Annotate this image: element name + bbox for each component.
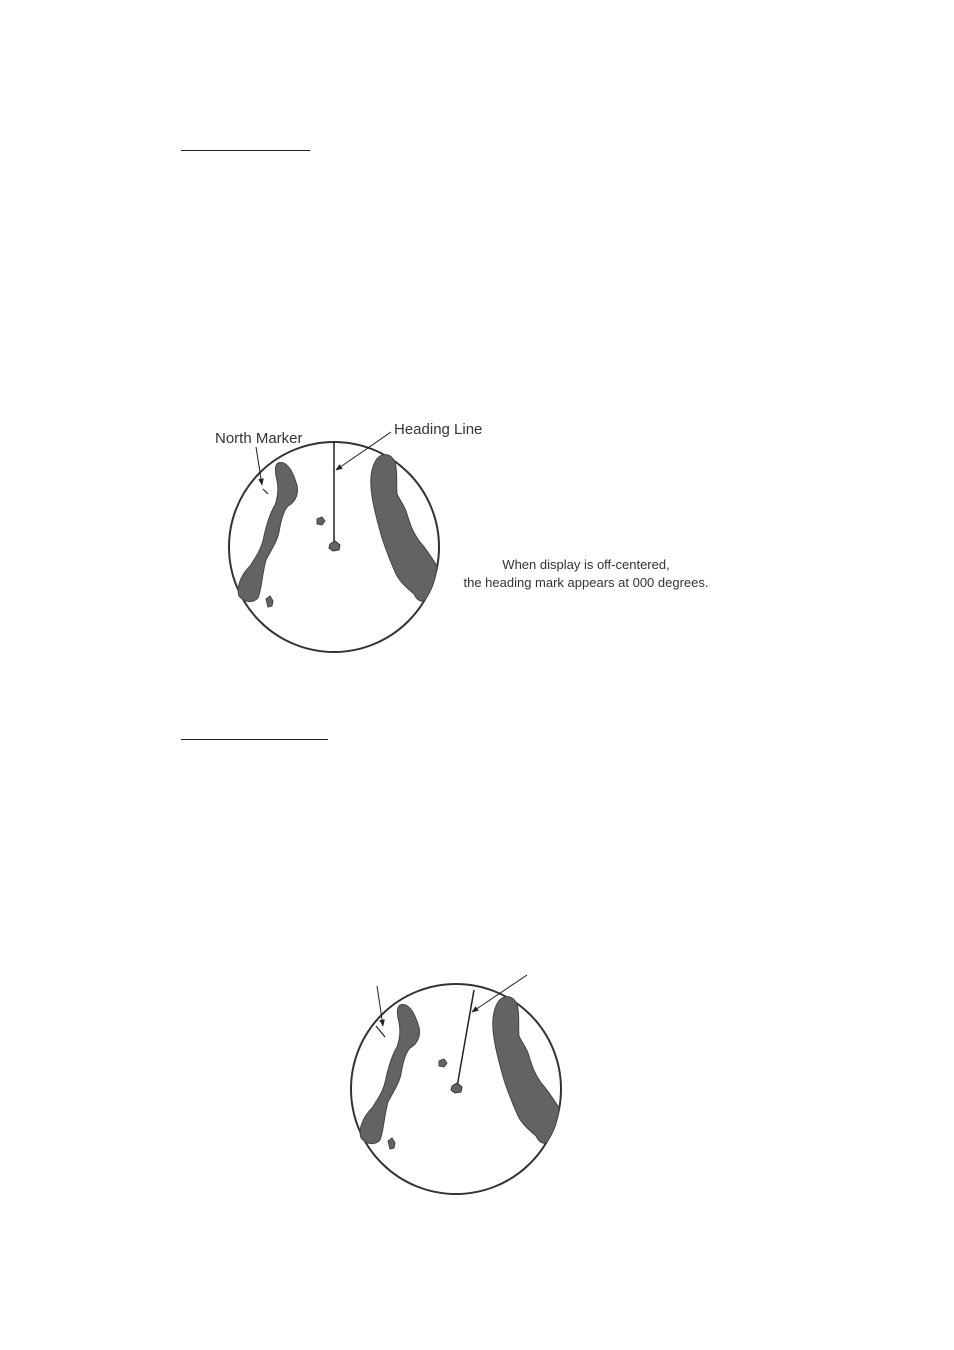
caption-line-1: When display is off-centered, — [502, 557, 670, 572]
heading-line-label: Heading Line — [394, 421, 483, 438]
caption-line-2: the heading mark appears at 000 degrees. — [463, 575, 709, 590]
radar-display-1 — [229, 432, 439, 652]
radar-display-2 — [351, 975, 561, 1194]
north-marker-label: North Marker — [215, 430, 303, 447]
